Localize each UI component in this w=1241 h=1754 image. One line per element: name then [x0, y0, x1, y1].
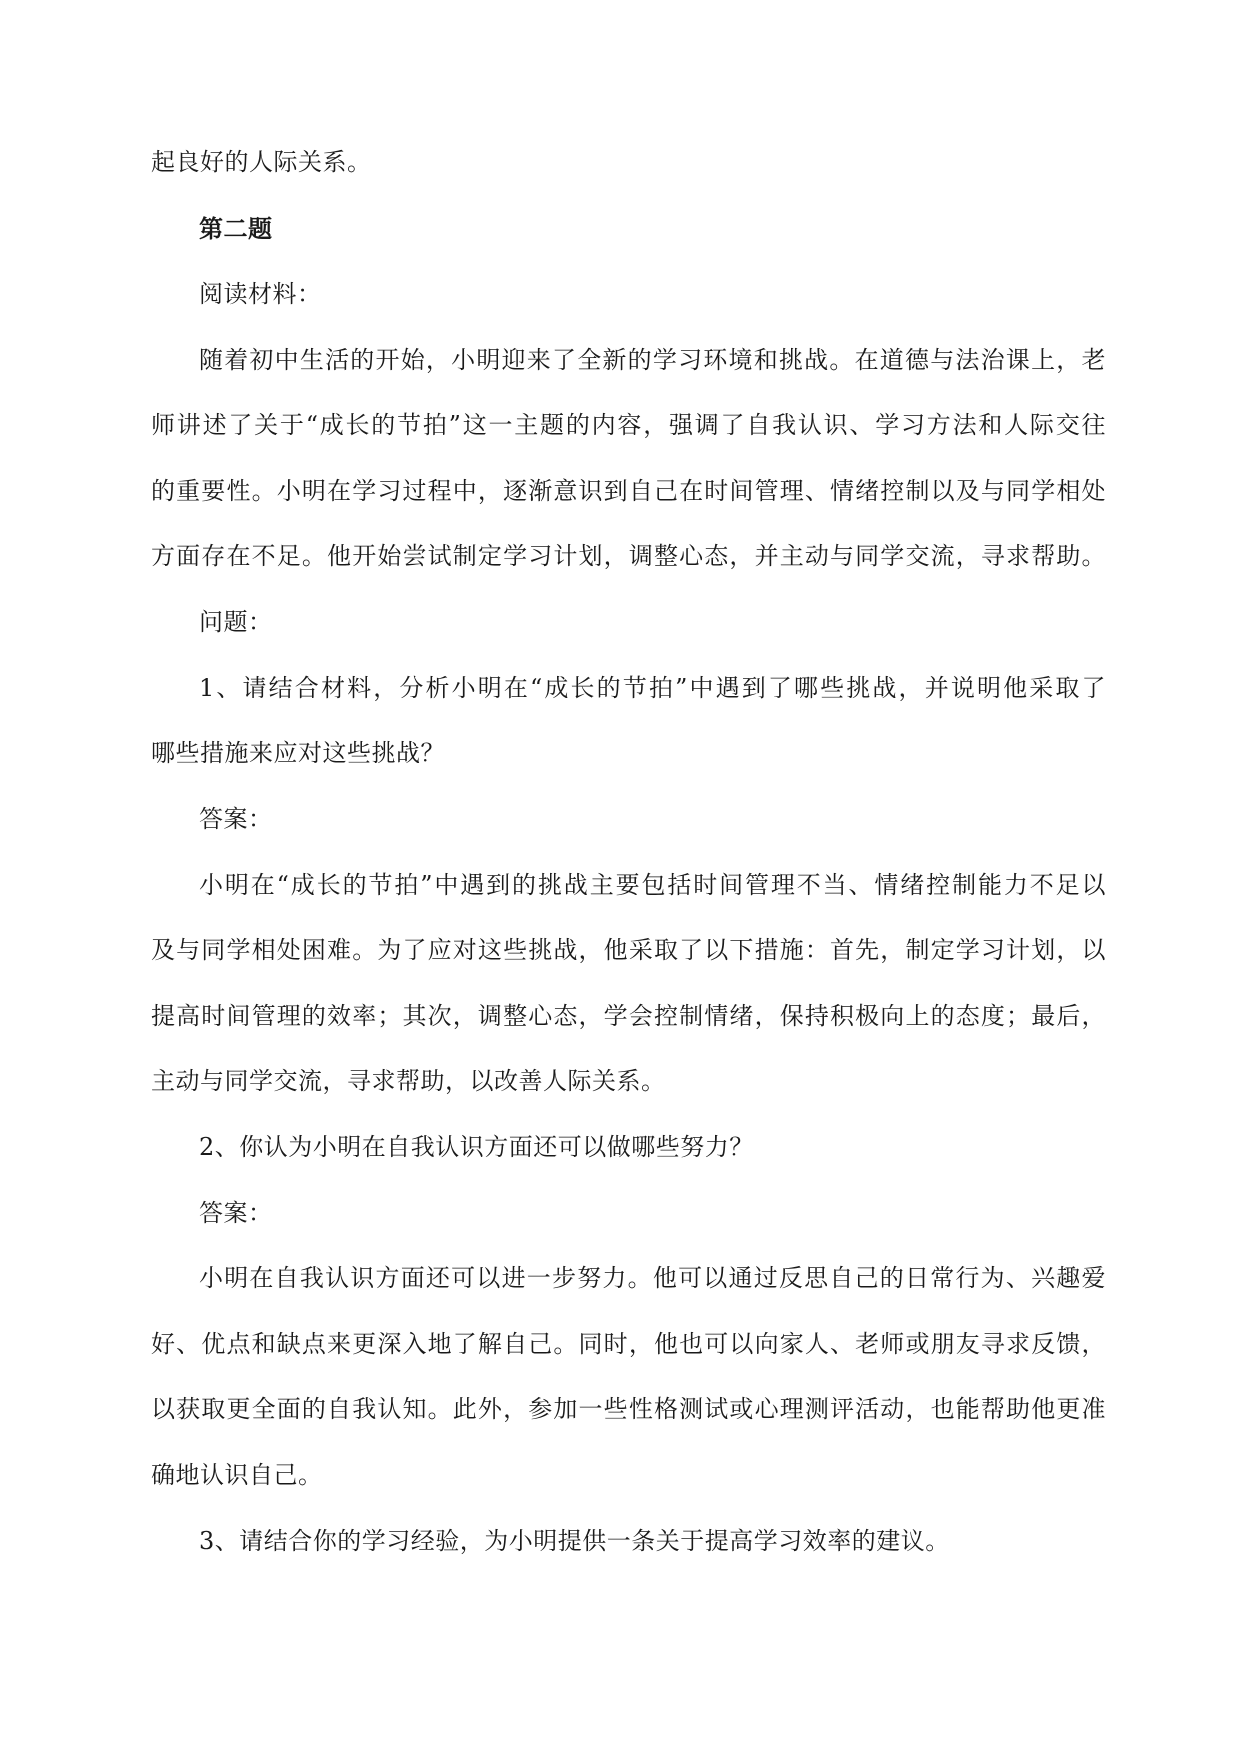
answer-line: 确地认识自己。 — [151, 1461, 323, 1489]
answer-line: 主动与同学交流，寻求帮助，以改善人际关系。 — [151, 1067, 666, 1095]
answer-line: 小明在“成长的节拍”中遇到的挑战主要包括时间管理不当、情绪控制能力不足以 — [199, 871, 1106, 899]
paragraph-line: 师讲述了关于“成长的节拍”这一主题的内容，强调了自我认识、学习方法和人际交往 — [151, 411, 1106, 439]
paragraph-line: 方面存在不足。他开始尝试制定学习计划，调整心态，并主动与同学交流，寻求帮助。 — [151, 542, 1106, 570]
question-line: 哪些措施来应对这些挑战？ — [151, 739, 445, 767]
paragraph-line: 起良好的人际关系。 — [151, 148, 372, 176]
paragraph-line: 随着初中生活的开始，小明迎来了全新的学习环境和挑战。在道德与法治课上，老 — [199, 346, 1106, 374]
question-line: 1、请结合材料，分析小明在“成长的节拍”中遇到了哪些挑战，并说明他采取了 — [199, 674, 1106, 702]
paragraph-line: 阅读材料： — [199, 280, 322, 308]
answer-line: 好、优点和缺点来更深入地了解自己。同时，他也可以向家人、老师或朋友寻求反馈， — [151, 1330, 1106, 1358]
section-heading: 第二题 — [199, 214, 273, 243]
question-label: 问题： — [199, 608, 273, 636]
answer-line: 以获取更全面的自我认知。此外，参加一些性格测试或心理测评活动，也能帮助他更准 — [151, 1395, 1106, 1423]
question-line: 3、请结合你的学习经验，为小明提供一条关于提高学习效率的建议。 — [199, 1527, 950, 1555]
answer-label: 答案： — [199, 805, 273, 833]
answer-label: 答案： — [199, 1199, 273, 1227]
answer-line: 小明在自我认识方面还可以进一步努力。他可以通过反思自己的日常行为、兴趣爱 — [199, 1264, 1106, 1292]
answer-line: 及与同学相处困难。为了应对这些挑战，他采取了以下措施：首先，制定学习计划，以 — [151, 936, 1106, 964]
paragraph-line: 的重要性。小明在学习过程中，逐渐意识到自己在时间管理、情绪控制以及与同学相处 — [151, 477, 1106, 505]
question-line: 2、你认为小明在自我认识方面还可以做哪些努力？ — [199, 1133, 754, 1161]
answer-line: 提高时间管理的效率；其次，调整心态，学会控制情绪，保持积极向上的态度；最后， — [151, 1002, 1106, 1030]
